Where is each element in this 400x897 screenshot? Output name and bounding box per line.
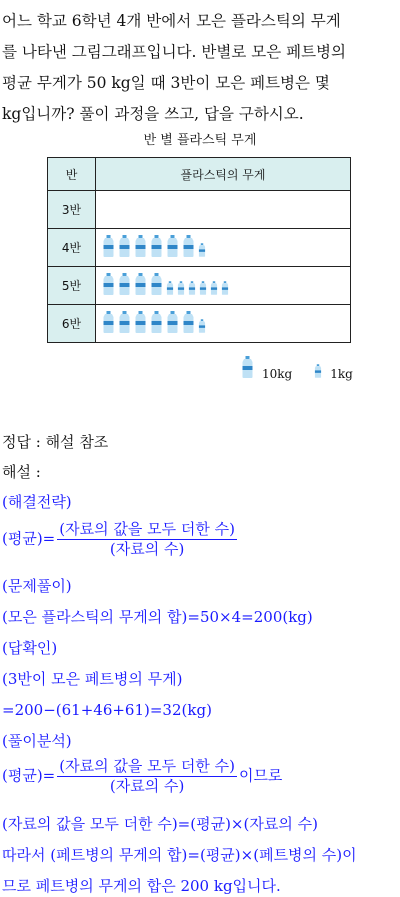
legend-item-small (314, 364, 353, 381)
legend-big-label: 10kg (262, 367, 293, 381)
analysis-suffix: 이므로 (238, 766, 283, 785)
row-icons (96, 229, 351, 267)
analysis-denominator: (자료의 수) (109, 777, 185, 795)
check-line-1: (3반이 모은 페트병의 무게) (2, 670, 183, 688)
big-bottle-icon (182, 311, 195, 337)
big-bottle-icon (241, 356, 254, 381)
row-label: 5반 (48, 267, 96, 305)
big-bottle-icon (166, 235, 179, 261)
pictograph-row (48, 229, 351, 267)
big-bottle-icon (134, 311, 147, 337)
average-numerator: (자료의 값을 모두 더한 수) (59, 520, 235, 538)
average-denominator: (자료의 수) (109, 540, 185, 558)
analysis-numerator: (자료의 값을 모두 더한 수) (59, 757, 235, 775)
analysis-line-b: 따라서 (페트병의 무게의 합)=(평균)×(페트병의 수)이 (2, 846, 357, 864)
problem-line-1: 어느 학교 6학년 4개 반에서 모은 플라스틱의 무게 (2, 12, 341, 30)
legend-item-big (241, 356, 292, 381)
big-bottle-icon (102, 235, 115, 261)
small-bottle-icon (221, 280, 229, 299)
small-bottle-icon (314, 364, 322, 381)
average-formula (2, 520, 239, 559)
analysis-fraction (57, 757, 237, 796)
problem-line-3: 평균 무게가 50 kg일 때 3반이 모은 페트병은 몇 (2, 74, 330, 92)
check-title: (답확인) (2, 639, 58, 657)
answer-line: 정답 : 해설 참조 (2, 433, 109, 451)
row-icons (96, 305, 351, 343)
analysis-formula (2, 757, 282, 796)
row-label: 6반 (48, 305, 96, 343)
big-bottle-icon (102, 311, 115, 337)
explanation-label: 해설 : (2, 463, 41, 481)
graph-title: 반 별 플라스틱 무게 (143, 133, 257, 148)
problem-text (2, 6, 398, 130)
big-bottle-icon (150, 235, 163, 261)
small-bottle-icon (198, 318, 206, 337)
big-bottle-icon (102, 273, 115, 299)
big-bottle-icon (118, 235, 131, 261)
big-bottle-icon (182, 235, 195, 261)
header-weight: 플라스틱의 무게 (96, 158, 351, 191)
pictograph-table (47, 157, 351, 343)
small-bottle-icon (199, 280, 207, 299)
analysis-title: (풀이분석) (2, 732, 72, 750)
pictograph-row (48, 267, 351, 305)
pictograph-row (48, 191, 351, 229)
row-label: 3반 (48, 191, 96, 229)
big-bottle-icon (166, 311, 179, 337)
analysis-line-c: 므로 페트병의 무게의 합은 200 kg입니다. (2, 877, 281, 895)
small-bottle-icon (166, 280, 174, 299)
strategy-title: (해결전략) (2, 493, 72, 511)
problem-line-4: kg입니까? 풀이 과정을 쓰고, 답을 구하시오. (2, 105, 304, 123)
small-bottle-icon (210, 280, 218, 299)
big-bottle-icon (118, 273, 131, 299)
big-bottle-icon (118, 311, 131, 337)
check-line-2: =200−(61+46+61)=32(kg) (2, 701, 212, 719)
pictograph-header-row (48, 158, 351, 191)
big-bottle-icon (150, 311, 163, 337)
small-bottle-icon (188, 280, 196, 299)
row-icons (96, 267, 351, 305)
analysis-lhs: (평균)= (2, 766, 56, 785)
legend (241, 356, 375, 381)
legend-small-label: 1kg (330, 367, 353, 381)
average-lhs: (평균)= (2, 529, 56, 548)
header-class: 반 (48, 158, 96, 191)
average-fraction (57, 520, 237, 559)
small-bottle-icon (177, 280, 185, 299)
big-bottle-icon (150, 273, 163, 299)
big-bottle-icon (134, 235, 147, 261)
solve-title: (문제풀이) (2, 577, 72, 595)
small-bottle-icon (198, 242, 206, 261)
big-bottle-icon (134, 273, 147, 299)
pictograph-row (48, 305, 351, 343)
analysis-line-a: (자료의 값을 모두 더한 수)=(평균)×(자료의 수) (2, 815, 318, 833)
sum-line: (모은 플라스틱의 무게의 합)=50×4=200(kg) (2, 608, 313, 626)
row-icons (96, 191, 351, 229)
problem-line-2: 를 나타낸 그림그래프입니다. 반별로 모은 페트병의 (2, 43, 346, 61)
row-label: 4반 (48, 229, 96, 267)
